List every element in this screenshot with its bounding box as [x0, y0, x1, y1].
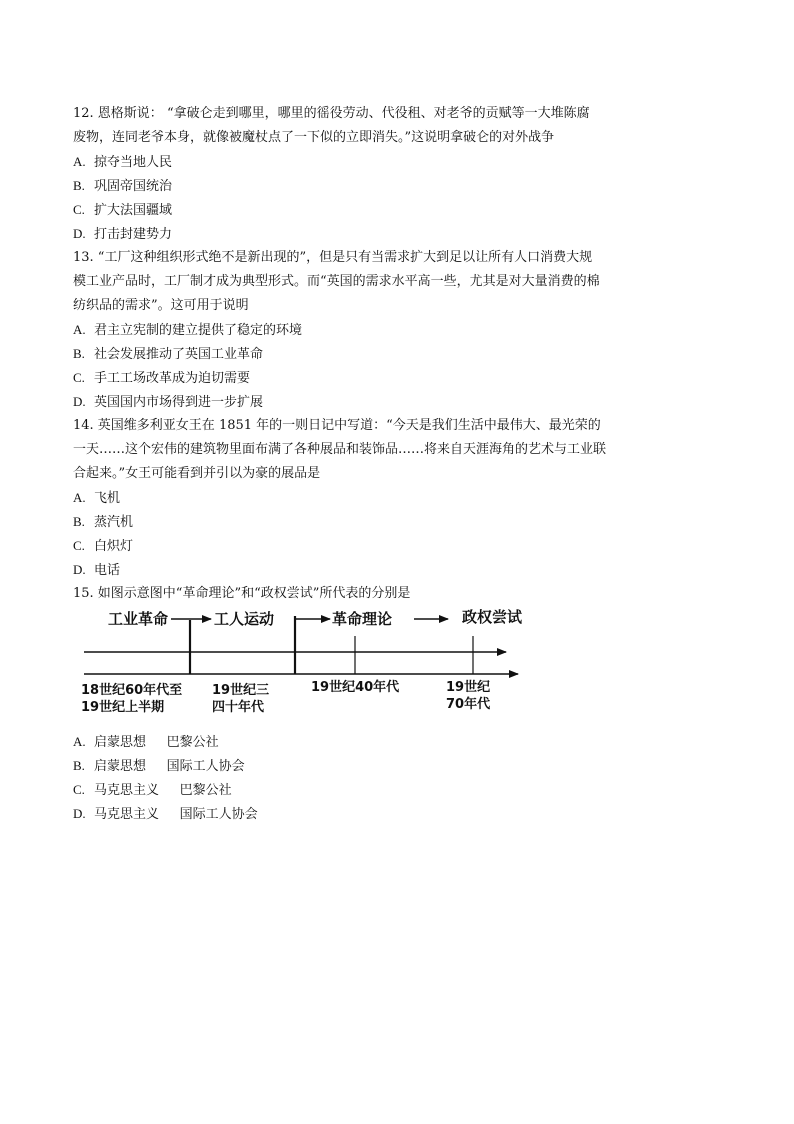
option-label: B.	[73, 758, 85, 773]
option-text: 飞机	[94, 491, 121, 506]
period-label-3-line1: 19世纪40年代	[311, 680, 400, 695]
q14-option-b[interactable]	[73, 514, 133, 531]
period-label-4-line1: 19世纪	[446, 680, 491, 695]
q13-stem-line3: 纺织品的需求”。这可用于说明	[73, 298, 249, 313]
q14-option-c[interactable]	[73, 538, 133, 555]
q15-option-a[interactable]	[73, 734, 219, 751]
option-label: C.	[73, 538, 85, 553]
option-text: 启蒙思想 巴黎公社	[94, 735, 219, 750]
option-label: B.	[73, 514, 85, 529]
q15-stem-line1: 15. 如图示意图中“革命理论”和“政权尝试”所代表的分别是	[73, 586, 411, 601]
period-label-1-line1: 18世纪60年代至	[81, 683, 183, 698]
option-text: 君主立宪制的建立提供了稳定的环境	[94, 323, 303, 338]
option-label: B.	[73, 346, 85, 361]
option-text: 社会发展推动了英国工业革命	[94, 347, 264, 362]
q15-option-d[interactable]	[73, 806, 258, 823]
option-text: 启蒙思想 国际工人协会	[94, 759, 245, 774]
option-label: A.	[73, 490, 86, 505]
option-text: 打击封建势力	[94, 227, 173, 242]
option-text: 手工工场改革成为迫切需要	[94, 371, 251, 386]
q13-stem-line1: 13. “工厂这种组织形式绝不是新出现的”，但是只有当需求扩大到足以让所有人口消费大规	[73, 250, 593, 265]
q12-option-a[interactable]	[73, 154, 172, 171]
option-text: 扩大法国疆域	[94, 203, 173, 218]
option-label: D.	[73, 562, 86, 577]
q14-stem-line2: 一天……这个宏伟的建筑物里面布满了各种展品和装饰品……将来自天涯海角的艺术与工业联	[73, 442, 607, 457]
period-label-1-line2: 19世纪上半期	[81, 700, 165, 715]
option-label: D.	[73, 394, 86, 409]
option-text: 白炽灯	[94, 539, 134, 554]
option-label: C.	[73, 202, 85, 217]
q12-option-c[interactable]	[73, 202, 172, 219]
option-text: 蒸汽机	[94, 515, 134, 530]
option-label: D.	[73, 806, 86, 821]
q15-option-b[interactable]	[73, 758, 245, 775]
q14-stem-line3: 合起来。”女王可能看到并引以为豪的展品是	[73, 466, 321, 481]
stage-label-industrial-revolution: 工业革命	[108, 610, 169, 628]
q15-option-c[interactable]	[73, 782, 232, 799]
q13-option-b[interactable]	[73, 346, 263, 363]
q14-stem-line1: 14. 英国维多利亚女王在 1851 年的一则日记中写道：“今天是我们生活中最伟大、最光荣的	[73, 418, 601, 433]
option-text: 马克思主义 国际工人协会	[94, 807, 258, 822]
option-label: A.	[73, 154, 86, 169]
option-label: C.	[73, 782, 85, 797]
period-label-4-line2: 70年代	[446, 697, 491, 712]
option-text: 英国国内市场得到进一步扩展	[94, 395, 264, 410]
option-text: 巩固帝国统治	[94, 179, 173, 194]
q13-option-c[interactable]	[73, 370, 250, 387]
q14-option-d[interactable]	[73, 562, 120, 579]
q12-stem-line1: 12. 恩格斯说： “拿破仑走到哪里，哪里的徭役劳动、代役租、对老爷的贡赋等一大堆陈腐	[73, 106, 590, 121]
q12-option-b[interactable]	[73, 178, 172, 195]
option-label: A.	[73, 734, 86, 749]
q13-option-d[interactable]	[73, 394, 263, 411]
period-label-2-line1: 19世纪三	[212, 683, 270, 698]
option-label: D.	[73, 226, 86, 241]
q14-option-a[interactable]	[73, 490, 120, 507]
stage-label-workers-movement: 工人运动	[214, 610, 275, 628]
stage-label-regime-attempt: 政权尝试	[462, 608, 523, 626]
option-text: 马克思主义 巴黎公社	[94, 783, 232, 798]
q13-option-a[interactable]	[73, 322, 302, 339]
stage-label-revolutionary-theory: 革命理论	[332, 610, 393, 628]
option-label: A.	[73, 322, 86, 337]
q13-stem-line2: 模工业产品时，工厂制才成为典型形式。而“英国的需求水平高一些，尤其是对大量消费的棉	[73, 274, 600, 289]
timeline-diagram	[78, 602, 528, 718]
option-text: 电话	[94, 563, 121, 578]
option-label: B.	[73, 178, 85, 193]
option-label: C.	[73, 370, 85, 385]
period-label-2-line2: 四十年代	[212, 700, 265, 715]
q12-option-d[interactable]	[73, 226, 172, 243]
option-text: 掠夺当地人民	[94, 155, 173, 170]
q12-stem-line2: 废物，连同老爷本身，就像被魔杖点了一下似的立即消失。”这说明拿破仑的对外战争	[73, 130, 555, 145]
